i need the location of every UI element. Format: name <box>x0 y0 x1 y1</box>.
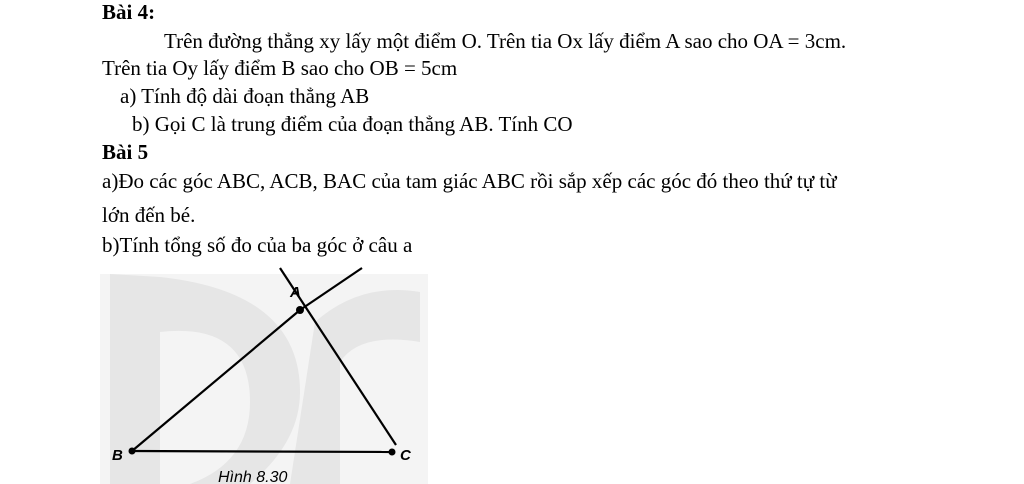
point-b-label: B <box>112 447 123 464</box>
exercise-4-statement-line-2: Trên tia Oy lấy điểm B sao cho OB = 5cm <box>102 56 458 80</box>
exercise-4-part-b: b) Gọi C là trung điểm của đoạn thẳng AB. Tính CO <box>132 112 573 136</box>
point-c-dot <box>389 449 396 456</box>
line-bc <box>132 451 392 452</box>
point-a-label: A <box>290 284 301 301</box>
point-b-dot <box>129 448 136 455</box>
exercise-5-part-b: b)Tính tổng số đo của ba góc ở câu a <box>102 233 413 257</box>
exercise-5-part-a-line-1: a)Đo các góc ABC, ACB, BAC của tam giác ABC rồi sắp xếp các góc đó theo thứ tự từ <box>102 169 837 193</box>
exercise-4-heading: Bài 4: <box>102 0 156 24</box>
point-a-dot <box>296 306 304 314</box>
exercise-4-statement-line-1: Trên đường thẳng xy lấy một điểm O. Trên tia Ox lấy điểm A sao cho OA = 3cm. <box>164 29 847 53</box>
triangle-figure <box>100 262 430 484</box>
triangle-diagram <box>100 262 430 484</box>
exercise-5-part-a-line-2: lớn đến bé. <box>102 203 196 227</box>
point-c-label: C <box>400 447 411 464</box>
exercise-4-part-a: a) Tính độ dài đoạn thẳng AB <box>120 84 370 108</box>
figure-caption: Hình 8.30 <box>218 469 288 484</box>
exercise-5-heading: Bài 5 <box>102 140 149 164</box>
